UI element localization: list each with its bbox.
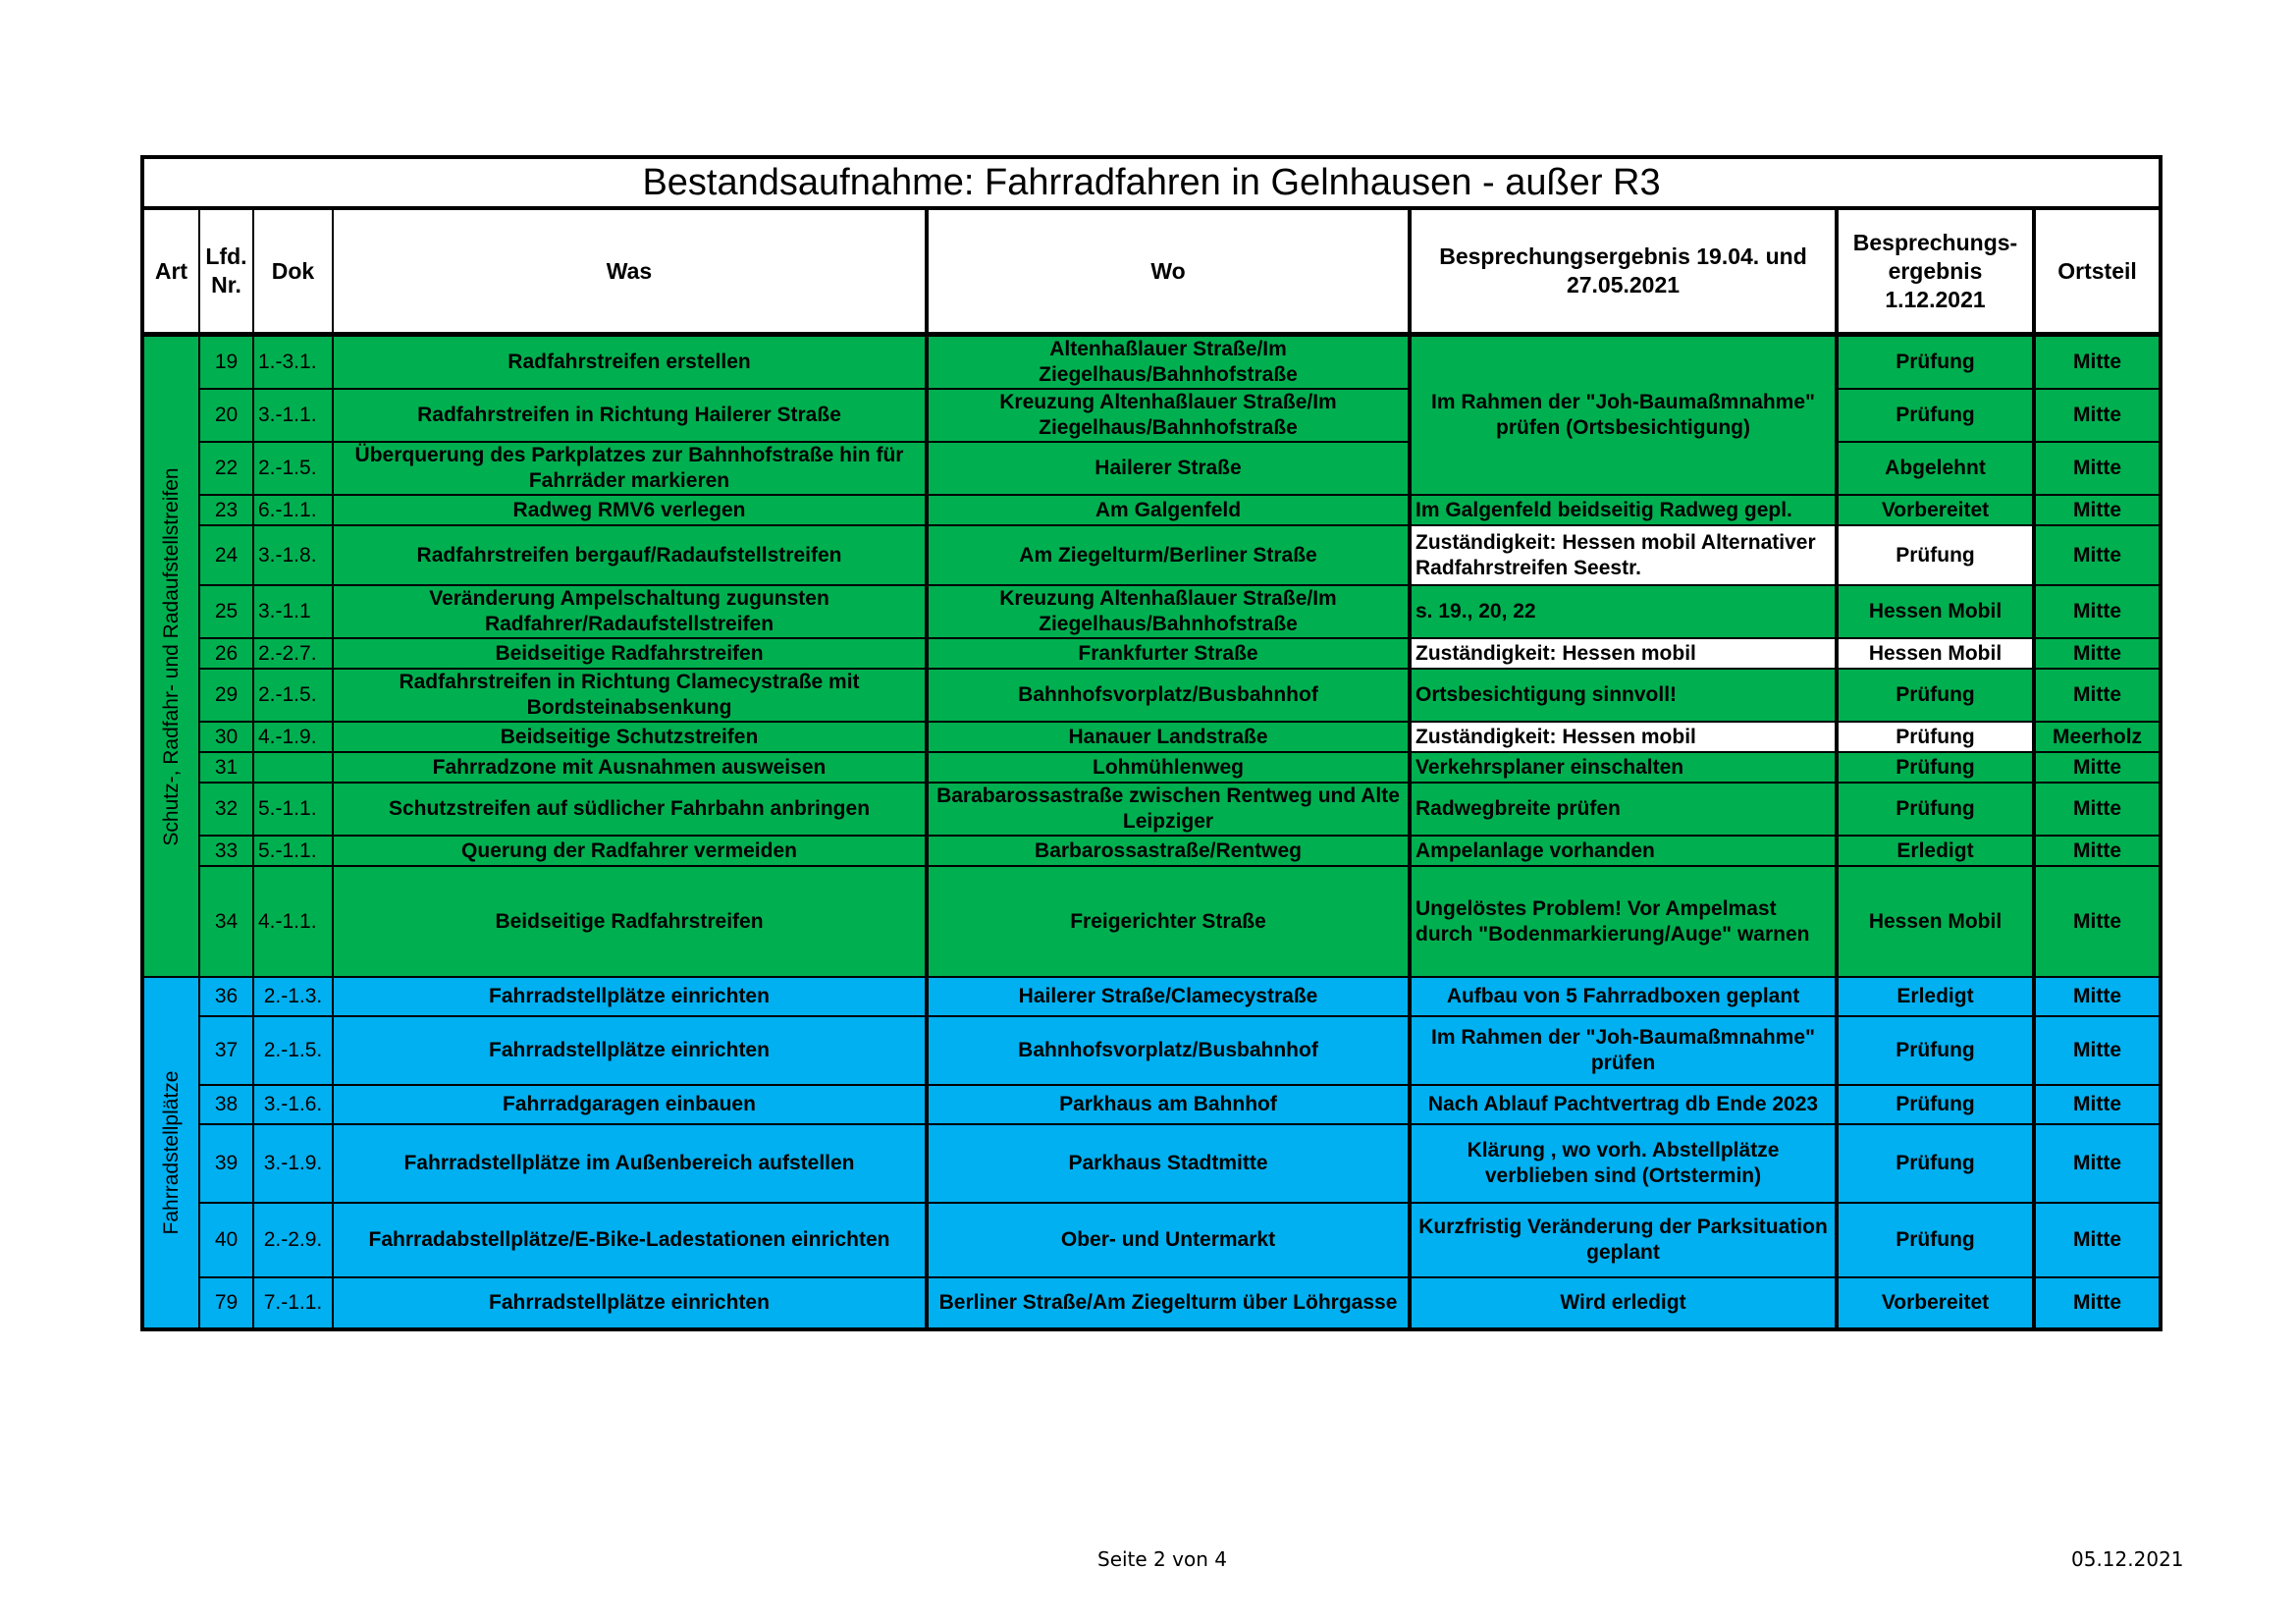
cell-ortsteil: Mitte	[2034, 836, 2161, 866]
table-row	[142, 783, 2161, 836]
group-label-cell	[142, 335, 199, 978]
cell-ortsteil: Mitte	[2034, 977, 2161, 1016]
cell-was: Radfahrstreifen bergauf/Radaufstellstreifen	[333, 525, 927, 585]
cell-was: Fahrradgaragen einbauen	[333, 1085, 927, 1124]
cell-wo: Kreuzung Altenhaßlauer Straße/Im Ziegelhaus/Bahnhofstraße	[927, 585, 1410, 638]
cell-ortsteil: Meerholz	[2034, 722, 2161, 752]
cell-ortsteil: Mitte	[2034, 1277, 2161, 1329]
cell-ortsteil: Mitte	[2034, 335, 2161, 390]
cell-ortsteil: Mitte	[2034, 866, 2161, 977]
cell-dok: 3.-1.1	[253, 585, 333, 638]
cell-lfd: 32	[199, 783, 253, 836]
table-row	[142, 442, 2161, 495]
cell-wo: Bahnhofsvorplatz/Busbahnhof	[927, 669, 1410, 722]
cell-ortsteil: Mitte	[2034, 585, 2161, 638]
cell-ergebnis-1: Im Galgenfeld beidseitig Radweg gepl.	[1410, 495, 1837, 525]
cell-lfd: 24	[199, 525, 253, 585]
cell-wo: Barabarossastraße zwischen Rentweg und Alte Leipziger	[927, 783, 1410, 836]
cell-was: Beidseitige Radfahrstreifen	[333, 866, 927, 977]
cell-dok: 5.-1.1.	[253, 836, 333, 866]
cell-lfd: 23	[199, 495, 253, 525]
cell-wo: Am Ziegelturm/Berliner Straße	[927, 525, 1410, 585]
cell-was: Fahrradstellplätze im Außenbereich aufstellen	[333, 1124, 927, 1203]
page-number: Seite 2 von 4	[1097, 1547, 1227, 1571]
cell-ortsteil: Mitte	[2034, 442, 2161, 495]
header-art: Art	[142, 208, 199, 335]
group-label-cell	[142, 977, 199, 1329]
cell-lfd: 37	[199, 1016, 253, 1085]
cell-ergebnis-2: Prüfung	[1837, 722, 2034, 752]
table-row	[142, 836, 2161, 866]
cell-was: Querung der Radfahrer vermeiden	[333, 836, 927, 866]
cell-ergebnis-1: Im Rahmen der "Joh-Baumaßmnahme" prüfen (Ortsbesichtigung)	[1410, 335, 1837, 496]
cell-wo: Freigerichter Straße	[927, 866, 1410, 977]
cell-lfd: 29	[199, 669, 253, 722]
cell-dok: 3.-1.6.	[253, 1085, 333, 1124]
cell-wo: Hanauer Landstraße	[927, 722, 1410, 752]
cell-wo: Parkhaus Stadtmitte	[927, 1124, 1410, 1203]
cell-ergebnis-2: Prüfung	[1837, 1016, 2034, 1085]
cell-dok: 2.-2.7.	[253, 638, 333, 669]
inventory-table	[140, 155, 2163, 1331]
cell-was: Beidseitige Schutzstreifen	[333, 722, 927, 752]
cell-ortsteil: Mitte	[2034, 525, 2161, 585]
cell-dok: 3.-1.9.	[253, 1124, 333, 1203]
cell-ergebnis-1: Nach Ablauf Pachtvertrag db Ende 2023	[1410, 1085, 1837, 1124]
table-row	[142, 977, 2161, 1016]
cell-ortsteil: Mitte	[2034, 783, 2161, 836]
table-row	[142, 752, 2161, 783]
cell-ergebnis-1: s. 19., 20, 22	[1410, 585, 1837, 638]
cell-lfd: 38	[199, 1085, 253, 1124]
cell-was: Fahrradstellplätze einrichten	[333, 1277, 927, 1329]
cell-ergebnis-2: Erledigt	[1837, 977, 2034, 1016]
cell-dok: 1.-3.1.	[253, 335, 333, 390]
cell-wo: Am Galgenfeld	[927, 495, 1410, 525]
cell-was: Fahrradzone mit Ausnahmen ausweisen	[333, 752, 927, 783]
cell-ergebnis-2: Vorbereitet	[1837, 1277, 2034, 1329]
cell-ergebnis-1: Zuständigkeit: Hessen mobil Alternativer Radfahrstreifen Seestr.	[1410, 525, 1837, 585]
cell-ergebnis-2: Prüfung	[1837, 752, 2034, 783]
cell-ortsteil: Mitte	[2034, 389, 2161, 442]
cell-lfd: 22	[199, 442, 253, 495]
cell-ergebnis-1: Im Rahmen der "Joh-Baumaßmnahme" prüfen	[1410, 1016, 1837, 1085]
table-row	[142, 1203, 2161, 1277]
cell-wo: Kreuzung Altenhaßlauer Straße/Im Ziegelhaus/Bahnhofstraße	[927, 389, 1410, 442]
cell-wo: Hailerer Straße	[927, 442, 1410, 495]
group-label: Schutz-, Radfahr- und Radaufstellstreifen	[159, 466, 183, 846]
cell-ortsteil: Mitte	[2034, 1203, 2161, 1277]
table-row	[142, 389, 2161, 442]
cell-ergebnis-2: Prüfung	[1837, 783, 2034, 836]
cell-lfd: 26	[199, 638, 253, 669]
header-wo: Wo	[927, 208, 1410, 335]
cell-was: Radweg RMV6 verlegen	[333, 495, 927, 525]
cell-lfd: 40	[199, 1203, 253, 1277]
cell-ortsteil: Mitte	[2034, 1124, 2161, 1203]
cell-lfd: 33	[199, 836, 253, 866]
cell-ergebnis-2: Prüfung	[1837, 669, 2034, 722]
cell-ergebnis-2: Hessen Mobil	[1837, 638, 2034, 669]
cell-ortsteil: Mitte	[2034, 495, 2161, 525]
cell-lfd: 34	[199, 866, 253, 977]
cell-was: Radfahrstreifen in Richtung Hailerer Straße	[333, 389, 927, 442]
cell-lfd: 19	[199, 335, 253, 390]
cell-lfd: 79	[199, 1277, 253, 1329]
cell-lfd: 30	[199, 722, 253, 752]
cell-ortsteil: Mitte	[2034, 638, 2161, 669]
table-row	[142, 585, 2161, 638]
cell-was: Radfahrstreifen erstellen	[333, 335, 927, 390]
cell-lfd: 25	[199, 585, 253, 638]
cell-ergebnis-1: Ampelanlage vorhanden	[1410, 836, 1837, 866]
cell-was: Veränderung Ampelschaltung zugunsten Radfahrer/Radaufstellstreifen	[333, 585, 927, 638]
cell-ergebnis-1: Zuständigkeit: Hessen mobil	[1410, 722, 1837, 752]
header-ortsteil: Ortsteil	[2034, 208, 2161, 335]
cell-ergebnis-2: Prüfung	[1837, 525, 2034, 585]
cell-ergebnis-2: Hessen Mobil	[1837, 585, 2034, 638]
cell-wo: Barbarossastraße/Rentweg	[927, 836, 1410, 866]
cell-lfd: 20	[199, 389, 253, 442]
cell-ergebnis-2: Prüfung	[1837, 1085, 2034, 1124]
cell-dok: 4.-1.1.	[253, 866, 333, 977]
table-row	[142, 335, 2161, 390]
cell-dok: 2.-1.5.	[253, 1016, 333, 1085]
cell-ergebnis-1: Aufbau von 5 Fahrradboxen geplant	[1410, 977, 1837, 1016]
cell-dok	[253, 752, 333, 783]
cell-ergebnis-2: Prüfung	[1837, 389, 2034, 442]
table-row	[142, 866, 2161, 977]
cell-was: Radfahrstreifen in Richtung Clamecystraße mit Bordsteinabsenkung	[333, 669, 927, 722]
cell-wo: Frankfurter Straße	[927, 638, 1410, 669]
cell-dok: 6.-1.1.	[253, 495, 333, 525]
cell-was: Fahrradstellplätze einrichten	[333, 977, 927, 1016]
cell-dok: 3.-1.1.	[253, 389, 333, 442]
cell-ergebnis-1: Verkehrsplaner einschalten	[1410, 752, 1837, 783]
cell-ortsteil: Mitte	[2034, 669, 2161, 722]
table-title: Bestandsaufnahme: Fahrradfahren in Gelnhausen - außer R3	[142, 157, 2161, 208]
cell-ergebnis-1: Wird erledigt	[1410, 1277, 1837, 1329]
cell-lfd: 36	[199, 977, 253, 1016]
cell-dok: 3.-1.8.	[253, 525, 333, 585]
header-besprechung-1: Besprechungsergebnis 19.04. und 27.05.2021	[1410, 208, 1837, 335]
cell-dok: 7.-1.1.	[253, 1277, 333, 1329]
cell-was: Fahrradabstellplätze/E-Bike-Ladestationen einrichten	[333, 1203, 927, 1277]
cell-dok: 2.-1.3.	[253, 977, 333, 1016]
cell-ergebnis-2: Hessen Mobil	[1837, 866, 2034, 977]
header-was: Was	[333, 208, 927, 335]
cell-ergebnis-2: Prüfung	[1837, 1203, 2034, 1277]
cell-wo: Bahnhofsvorplatz/Busbahnhof	[927, 1016, 1410, 1085]
cell-wo: Ober- und Untermarkt	[927, 1203, 1410, 1277]
cell-dok: 4.-1.9.	[253, 722, 333, 752]
print-date: 05.12.2021	[2071, 1547, 2184, 1571]
table-row	[142, 722, 2161, 752]
cell-dok: 2.-2.9.	[253, 1203, 333, 1277]
cell-dok: 2.-1.5.	[253, 442, 333, 495]
table-row	[142, 638, 2161, 669]
table-row	[142, 1016, 2161, 1085]
header-besprechung-2: Besprechungs- ergebnis 1.12.2021	[1837, 208, 2034, 335]
table-row	[142, 1085, 2161, 1124]
cell-dok: 5.-1.1.	[253, 783, 333, 836]
table-row	[142, 669, 2161, 722]
cell-wo: Parkhaus am Bahnhof	[927, 1085, 1410, 1124]
cell-wo: Altenhaßlauer Straße/Im Ziegelhaus/Bahnhofstraße	[927, 335, 1410, 390]
cell-ergebnis-2: Prüfung	[1837, 1124, 2034, 1203]
cell-was: Schutzstreifen auf südlicher Fahrbahn anbringen	[333, 783, 927, 836]
header-dok: Dok	[253, 208, 333, 335]
cell-wo: Hailerer Straße/Clamecystraße	[927, 977, 1410, 1016]
table-row	[142, 495, 2161, 525]
cell-ergebnis-1: Ortsbesichtigung sinnvoll!	[1410, 669, 1837, 722]
table-row	[142, 1277, 2161, 1329]
cell-was: Beidseitige Radfahrstreifen	[333, 638, 927, 669]
cell-was: Überquerung des Parkplatzes zur Bahnhofstraße hin für Fahrräder markieren	[333, 442, 927, 495]
cell-ergebnis-2: Abgelehnt	[1837, 442, 2034, 495]
cell-ergebnis-2: Vorbereitet	[1837, 495, 2034, 525]
cell-ergebnis-2: Erledigt	[1837, 836, 2034, 866]
cell-lfd: 31	[199, 752, 253, 783]
table-row	[142, 525, 2161, 585]
cell-lfd: 39	[199, 1124, 253, 1203]
table-row	[142, 1124, 2161, 1203]
cell-ergebnis-1: Radwegbreite prüfen	[1410, 783, 1837, 836]
cell-ortsteil: Mitte	[2034, 1085, 2161, 1124]
cell-was: Fahrradstellplätze einrichten	[333, 1016, 927, 1085]
cell-ortsteil: Mitte	[2034, 752, 2161, 783]
cell-ergebnis-1: Zuständigkeit: Hessen mobil	[1410, 638, 1837, 669]
cell-ergebnis-2: Prüfung	[1837, 335, 2034, 390]
cell-ergebnis-1: Kurzfristig Veränderung der Parksituation geplant	[1410, 1203, 1837, 1277]
cell-wo: Berliner Straße/Am Ziegelturm über Löhrgasse	[927, 1277, 1410, 1329]
cell-ergebnis-1: Ungelöstes Problem! Vor Ampelmast durch "Bodenmarkierung/Auge" warnen	[1410, 866, 1837, 977]
group-label: Fahrradstellplätze	[159, 1070, 183, 1235]
cell-ortsteil: Mitte	[2034, 1016, 2161, 1085]
cell-ergebnis-1: Klärung , wo vorh. Abstellplätze verblieben sind (Ortstermin)	[1410, 1124, 1837, 1203]
cell-wo: Lohmühlenweg	[927, 752, 1410, 783]
cell-dok: 2.-1.5.	[253, 669, 333, 722]
header-lfd-nr: Lfd. Nr.	[199, 208, 253, 335]
